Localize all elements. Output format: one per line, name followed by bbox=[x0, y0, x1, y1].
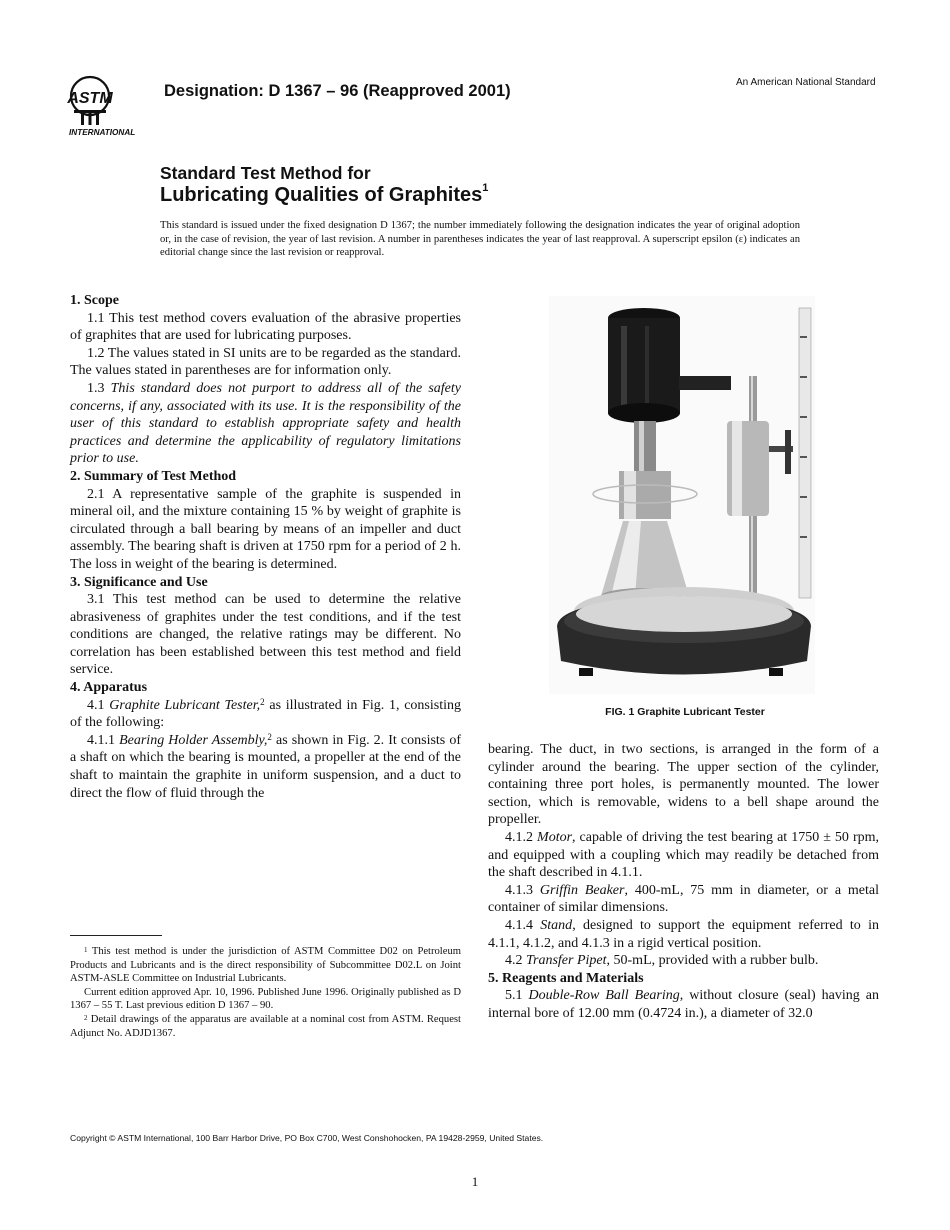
safety-statement: This standard does not purport to address all of the safety concerns, if any, associated with its use. It is the responsibility of the user of this standard to establish appropriate safety and health practices and determine the applicability of regulatory limitations prior to use. bbox=[70, 380, 462, 467]
section-heading-apparatus: 4. Apparatus bbox=[70, 680, 148, 696]
footnote-mark: 2 bbox=[84, 1013, 88, 1022]
section-heading-scope: 1. Scope bbox=[70, 293, 119, 308]
paragraph-1-2: 1.2 The values stated in SI units are to be regarded as the standard. The values stated in parentheses are for information only. bbox=[70, 345, 461, 379]
left-column bbox=[70, 292, 461, 802]
term: Motor bbox=[537, 829, 573, 845]
footnote-divider bbox=[70, 935, 162, 936]
term: Stand bbox=[540, 917, 573, 933]
paragraph-number: 4.1.4 bbox=[505, 917, 541, 933]
term: Transfer Pipet bbox=[526, 953, 607, 969]
paragraph-text: , 400-mL, 75 mm in diameter, or a metal container of similar dimensions. bbox=[488, 882, 879, 916]
paragraph-3-1: 3.1 This test method can be used to determine the relative abrasiveness of graphites under the test conditions, and if the test conditions are changed, the relative ratings may be different. No correlation has been established between this test method and field service. bbox=[70, 592, 461, 678]
footnote-ref: 2 bbox=[267, 731, 272, 742]
paragraph-number: 4.1.2 bbox=[505, 829, 538, 845]
logo-letters: ASTM bbox=[67, 90, 113, 107]
paragraph-4-1-2 bbox=[488, 829, 879, 882]
term: Double-Row Ball Bearing bbox=[528, 988, 680, 1004]
page-title bbox=[160, 184, 488, 207]
footnote-text: Detail drawings of the apparatus are available at a nominal cost from ASTM. Request Adjunct No. ADJD1367. bbox=[70, 1013, 461, 1039]
term: Bearing Holder Assembly, bbox=[119, 732, 268, 748]
paragraph-number: 4.1 bbox=[87, 697, 110, 713]
tester-photo bbox=[549, 296, 815, 694]
paragraph-1-3 bbox=[70, 380, 461, 468]
paragraph-2-1: 2.1 A representative sample of the graphite is suspended in mineral oil, and the mixture containing 15 % by weight of graphite is circulated through a ball bearing by means of an impeller and duct assembly. The bearing shaft is driven at 1750 rpm for a period of 2 h. The loss in weight of the bearing is determined. bbox=[70, 486, 461, 572]
paragraph-4-1-4 bbox=[488, 917, 879, 952]
logo-subtext: INTERNATIONAL bbox=[69, 128, 136, 137]
footnote-2 bbox=[70, 1013, 461, 1040]
paragraph-4-1-1-continued: bearing. The duct, in two sections, is arranged in the form of a cylinder around the bearing. The upper section of the cylinder, containing three port holes, is permanently mounted. The lower section, which is removable, widens to a bell shape around the propeller. bbox=[488, 742, 879, 828]
term: Graphite Lubricant Tester, bbox=[109, 697, 261, 713]
paragraph-number: 5.1 bbox=[505, 988, 529, 1004]
paragraph-text: as illustrated in Fig. 1, consisting of the following: bbox=[70, 697, 461, 731]
footnote-text: This test method is under the jurisdiction of ASTM Committee D02 on Petroleum Products and Lubricants and is the direct responsibility of Subcommittee D02.L on Joint ASTM-ASLE Committee on Industrial Lubricants. bbox=[70, 946, 461, 985]
national-standard-label: An American National Standard bbox=[736, 77, 876, 88]
footnotes bbox=[70, 945, 461, 1040]
term: Griffin Beaker bbox=[539, 882, 625, 898]
paragraph-4-1-1 bbox=[70, 732, 461, 802]
paragraph-4-1-3 bbox=[488, 882, 879, 917]
paragraph-number: 1.3 bbox=[87, 380, 111, 396]
title-line2: Lubricating Qualities of Graphites bbox=[160, 184, 483, 206]
title-line1: Standard Test Method for bbox=[160, 163, 371, 183]
paragraph-number: 4.1.3 bbox=[505, 882, 540, 898]
right-column bbox=[488, 741, 879, 1023]
footnote-ref: 2 bbox=[260, 696, 265, 707]
astm-logo bbox=[66, 74, 152, 138]
paragraph-4-1 bbox=[70, 697, 461, 732]
paragraph-number: 4.1.1 bbox=[87, 732, 120, 748]
paragraph-number: 4.2 bbox=[505, 953, 526, 969]
copyright-notice: Copyright © ASTM International, 100 Barr Harbor Drive, PO Box C700, West Conshohocken, PA 19428-2959, United States. bbox=[70, 1133, 544, 1143]
paragraph-5-1 bbox=[488, 987, 879, 1022]
section-heading-reagents: 5. Reagents and Materials bbox=[488, 970, 644, 986]
footnote-mark: 1 bbox=[84, 946, 88, 954]
paragraph-text: , designed to support the equipment referred to in 4.1.1, 4.1.2, and 4.1.3 in a rigid vertical position. bbox=[488, 917, 879, 951]
paragraph-text: , 50-mL, provided with a rubber bulb. bbox=[606, 953, 819, 969]
footnote-1-continued: Current edition approved Apr. 10, 1996. Published June 1996. Originally published as D 1367 – 55 T. Last previous edition D 1367 – 90. bbox=[70, 986, 461, 1012]
section-heading-summary: 2. Summary of Test Method bbox=[70, 468, 237, 484]
issue-note: This standard is issued under the fixed designation D 1367; the number immediately following the designation indicates the year of original adoption or, in the case of revision, the year of last revision. A number in parentheses indicates the year of last reapproval. A superscript epsilon (ε) indicates an editorial change since the last revision or reapproval. bbox=[160, 220, 800, 258]
figure-graphite-lubricant-tester bbox=[549, 296, 815, 694]
figure-caption: FIG. 1 Graphite Lubricant Tester bbox=[605, 706, 765, 718]
section-heading-significance: 3. Significance and Use bbox=[70, 574, 208, 590]
page-number: 1 bbox=[471, 1174, 479, 1189]
paragraph-4-2 bbox=[488, 952, 879, 970]
title-footnote-mark: 1 bbox=[482, 182, 489, 194]
footnote-1 bbox=[70, 945, 461, 986]
paragraph-text: as shown in Fig. 2. It consists of a shaft on which the bearing is mounted, a propeller at the end of the shaft to maintain the graphite in uniform suspension, and a duct to direct the flow of fluid through the bbox=[70, 732, 461, 801]
paragraph-text: , capable of driving the test bearing at 1750 ± 50 rpm, and equipped with a coupling which may readily be detached from the shaft described in 4.1.1. bbox=[488, 829, 880, 881]
designation: Designation: D 1367 – 96 (Reapproved 2001) bbox=[164, 82, 511, 100]
paragraph-text: , without closure (seal) having an internal bore of 12.00 mm (0.4724 in.), a diameter of 32.0 bbox=[488, 988, 880, 1021]
paragraph-1-1: 1.1 This test method covers evaluation of the abrasive properties of graphites that are used for lubricating purposes. bbox=[70, 310, 461, 344]
